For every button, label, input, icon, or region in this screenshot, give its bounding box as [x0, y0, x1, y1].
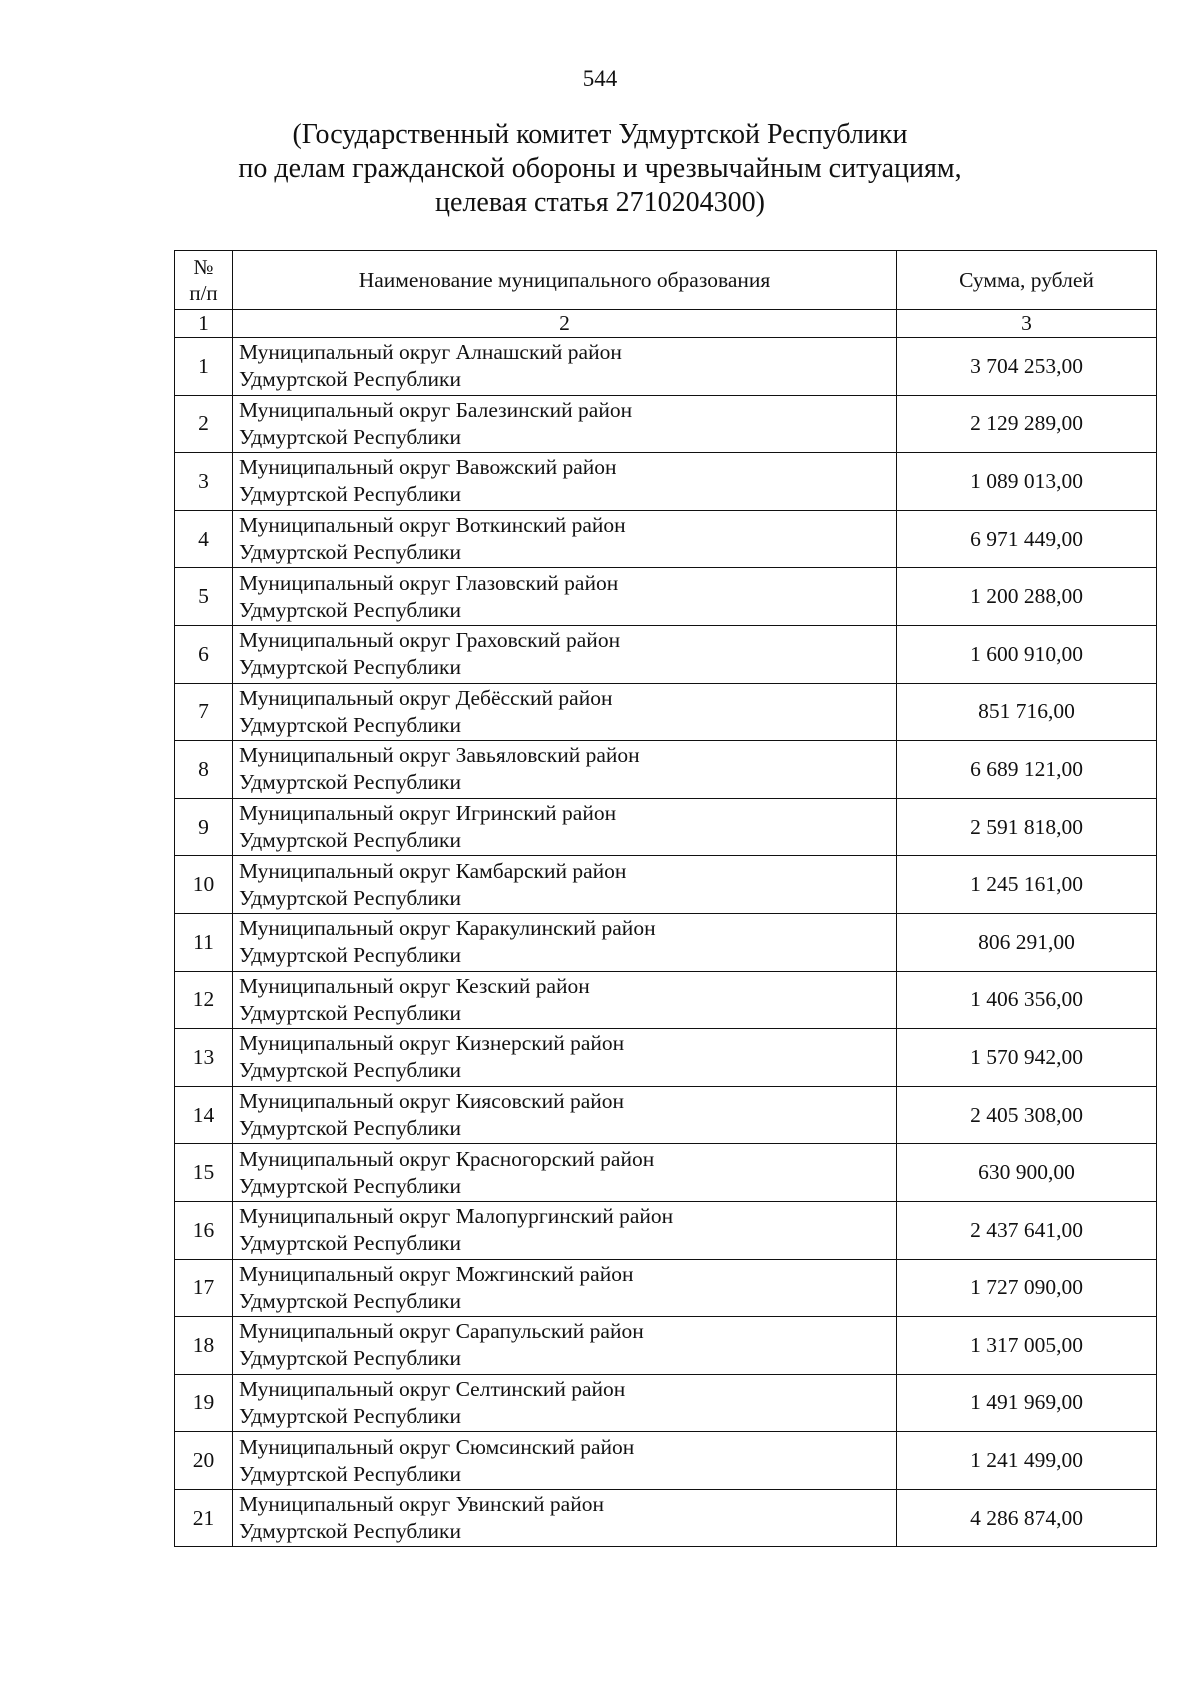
municipality-name — [233, 741, 897, 799]
amount: 6 689 121,00 — [897, 741, 1157, 799]
municipality-name-line: Удмуртской Республики — [239, 1288, 462, 1313]
header-sum: Сумма, рублей — [897, 251, 1157, 310]
municipality-name-line: Муниципальный округ Увинский район — [239, 1492, 604, 1517]
amount: 1 245 161,00 — [897, 856, 1157, 914]
municipality-name-line: Муниципальный округ Граховский район — [239, 628, 621, 653]
amount: 6 971 449,00 — [897, 510, 1157, 568]
municipality-name-line: Удмуртской Республики — [239, 712, 462, 737]
table-row — [175, 453, 1157, 511]
amount: 2 591 818,00 — [897, 798, 1157, 856]
table-row — [175, 395, 1157, 453]
municipality-name-line: Муниципальный округ Вавожский район — [239, 455, 617, 480]
row-number: 15 — [175, 1144, 233, 1202]
header-number — [175, 251, 233, 310]
amount: 1 570 942,00 — [897, 1029, 1157, 1087]
municipality-name-line: Удмуртской Республики — [239, 828, 462, 853]
municipality-name-line: Удмуртской Республики — [239, 655, 462, 680]
amount: 1 200 288,00 — [897, 568, 1157, 626]
amount: 3 704 253,00 — [897, 338, 1157, 396]
row-number: 20 — [175, 1432, 233, 1490]
municipality-name-line: Муниципальный округ Сюмсинский район — [239, 1434, 635, 1459]
table-header-row — [175, 251, 1157, 310]
row-number: 17 — [175, 1259, 233, 1317]
row-number: 11 — [175, 913, 233, 971]
municipality-name-line: Муниципальный округ Кизнерский район — [239, 1031, 625, 1056]
municipality-name — [233, 1432, 897, 1490]
municipality-name-line: Удмуртской Республики — [239, 1058, 462, 1083]
amount: 2 405 308,00 — [897, 1086, 1157, 1144]
row-number: 16 — [175, 1201, 233, 1259]
column-index: 3 — [897, 310, 1157, 338]
municipality-name-line: Удмуртской Республики — [239, 1403, 462, 1428]
municipality-name-line: Муниципальный округ Селтинский район — [239, 1376, 626, 1401]
row-number: 2 — [175, 395, 233, 453]
municipality-name-line: Муниципальный округ Игринский район — [239, 801, 617, 826]
municipality-name-line: Муниципальный округ Глазовский район — [239, 570, 619, 595]
municipality-name — [233, 1029, 897, 1087]
amount: 806 291,00 — [897, 913, 1157, 971]
municipality-name-line: Удмуртской Республики — [239, 1461, 462, 1486]
table-row — [175, 741, 1157, 799]
municipality-name — [233, 683, 897, 741]
table-row — [175, 683, 1157, 741]
municipality-name-line: Удмуртской Республики — [239, 1116, 462, 1141]
municipality-name — [233, 568, 897, 626]
title-line: целевая статья 2710204300) — [435, 187, 765, 218]
municipality-name-line: Удмуртской Республики — [239, 1346, 462, 1371]
table-row — [175, 1374, 1157, 1432]
municipality-name-line: Удмуртской Республики — [239, 367, 462, 392]
row-number: 7 — [175, 683, 233, 741]
table-row — [175, 1201, 1157, 1259]
municipality-name — [233, 1374, 897, 1432]
municipality-name-line: Муниципальный округ Камбарский район — [239, 858, 627, 883]
table-row — [175, 971, 1157, 1029]
municipality-name-line: Удмуртской Республики — [239, 482, 462, 507]
table-row — [175, 1489, 1157, 1547]
row-number: 21 — [175, 1489, 233, 1547]
municipality-name-line: Муниципальный округ Дебёсский район — [239, 685, 613, 710]
column-index: 2 — [233, 310, 897, 338]
amount: 1 491 969,00 — [897, 1374, 1157, 1432]
municipality-name — [233, 395, 897, 453]
municipality-name-line: Муниципальный округ Киясовский район — [239, 1089, 625, 1114]
municipality-name — [233, 1201, 897, 1259]
municipality-name-line: Муниципальный округ Красногорский район — [239, 1146, 655, 1171]
row-number: 6 — [175, 625, 233, 683]
table-row — [175, 338, 1157, 396]
municipality-name-line: Удмуртской Республики — [239, 424, 462, 449]
municipality-name — [233, 1259, 897, 1317]
column-index-row — [175, 310, 1157, 338]
amount: 630 900,00 — [897, 1144, 1157, 1202]
row-number: 8 — [175, 741, 233, 799]
municipality-name-line: Муниципальный округ Кезский район — [239, 973, 590, 998]
table-row — [175, 1432, 1157, 1490]
municipality-name — [233, 453, 897, 511]
municipality-name — [233, 1086, 897, 1144]
table-row — [175, 856, 1157, 914]
municipality-name — [233, 913, 897, 971]
municipality-name-line: Муниципальный округ Малопургинский район — [239, 1204, 674, 1229]
table-row — [175, 1317, 1157, 1375]
header-name: Наименование муниципального образования — [233, 251, 897, 310]
row-number: 12 — [175, 971, 233, 1029]
municipality-name-line: Муниципальный округ Завьяловский район — [239, 743, 640, 768]
row-number: 4 — [175, 510, 233, 568]
title-line: (Государственный комитет Удмуртской Республики — [292, 119, 908, 150]
row-number: 10 — [175, 856, 233, 914]
amount: 1 727 090,00 — [897, 1259, 1157, 1317]
municipality-name-line: Муниципальный округ Балезинский район — [239, 397, 633, 422]
table-body — [175, 338, 1157, 1547]
row-number: 5 — [175, 568, 233, 626]
municipality-name-line: Удмуртской Республики — [239, 597, 462, 622]
table-row — [175, 1029, 1157, 1087]
municipality-name — [233, 971, 897, 1029]
municipality-name-line: Удмуртской Республики — [239, 885, 462, 910]
amount: 1 406 356,00 — [897, 971, 1157, 1029]
amount: 1 600 910,00 — [897, 625, 1157, 683]
row-number: 19 — [175, 1374, 233, 1432]
municipality-name — [233, 798, 897, 856]
municipality-name-line: Муниципальный округ Воткинский район — [239, 513, 626, 538]
table-row — [175, 913, 1157, 971]
column-index: 1 — [175, 310, 233, 338]
municipality-name-line: Удмуртской Республики — [239, 1000, 462, 1025]
municipality-name-line: Удмуртской Республики — [239, 1519, 462, 1544]
table-row — [175, 510, 1157, 568]
allocation-table — [174, 250, 1157, 1547]
amount: 851 716,00 — [897, 683, 1157, 741]
amount: 4 286 874,00 — [897, 1489, 1157, 1547]
table-row — [175, 1144, 1157, 1202]
table-row — [175, 1259, 1157, 1317]
table-row — [175, 625, 1157, 683]
municipality-name — [233, 510, 897, 568]
municipality-name-line: Удмуртской Республики — [239, 943, 462, 968]
municipality-name-line: Удмуртской Республики — [239, 770, 462, 795]
row-number: 14 — [175, 1086, 233, 1144]
municipality-name-line: Муниципальный округ Алнашский район — [239, 340, 622, 365]
municipality-name-line: Удмуртской Республики — [239, 1173, 462, 1198]
municipality-name-line: Удмуртской Республики — [239, 540, 462, 565]
municipality-name-line: Удмуртской Республики — [239, 1231, 462, 1256]
amount: 2 437 641,00 — [897, 1201, 1157, 1259]
header-number-sign: № — [193, 255, 214, 279]
header-number-abbrev: п/п — [189, 281, 218, 305]
amount: 2 129 289,00 — [897, 395, 1157, 453]
municipality-name-line: Муниципальный округ Сарапульский район — [239, 1319, 644, 1344]
row-number: 3 — [175, 453, 233, 511]
municipality-name — [233, 1144, 897, 1202]
title-line: по делам гражданской обороны и чрезвычайным ситуациям, — [238, 153, 962, 184]
row-number: 13 — [175, 1029, 233, 1087]
row-number: 1 — [175, 338, 233, 396]
municipality-name-line: Муниципальный округ Можгинский район — [239, 1261, 634, 1286]
municipality-name-line: Муниципальный округ Каракулинский район — [239, 916, 656, 941]
municipality-name — [233, 625, 897, 683]
municipality-name — [233, 1489, 897, 1547]
amount: 1 241 499,00 — [897, 1432, 1157, 1490]
table-row — [175, 568, 1157, 626]
municipality-name — [233, 856, 897, 914]
row-number: 9 — [175, 798, 233, 856]
municipality-name — [233, 1317, 897, 1375]
municipality-name — [233, 338, 897, 396]
amount: 1 317 005,00 — [897, 1317, 1157, 1375]
page-number: 544 — [582, 66, 618, 91]
amount: 1 089 013,00 — [897, 453, 1157, 511]
row-number: 18 — [175, 1317, 233, 1375]
table-row — [175, 1086, 1157, 1144]
table-row — [175, 798, 1157, 856]
document-title — [0, 118, 1200, 220]
